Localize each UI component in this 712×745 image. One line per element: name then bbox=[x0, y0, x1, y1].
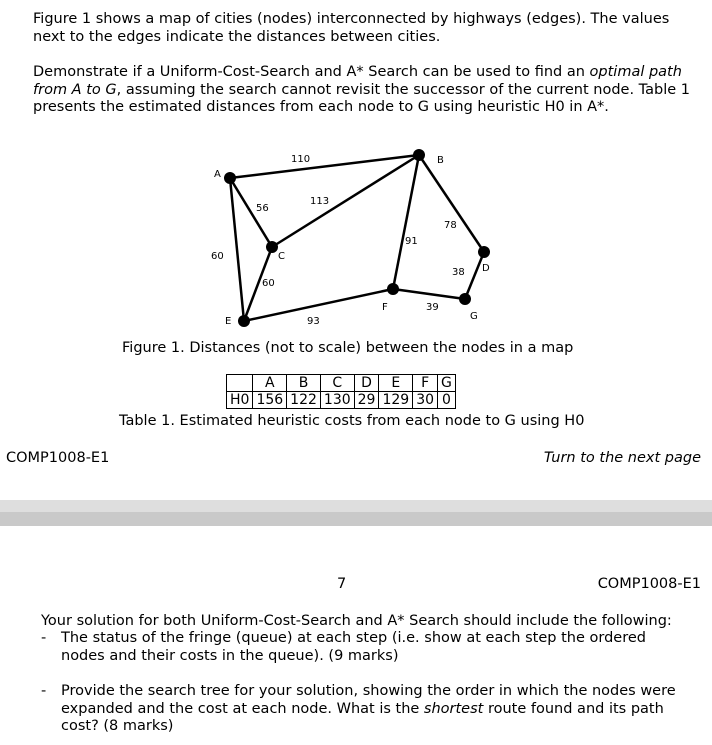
heuristic-value-cell: 130 bbox=[320, 392, 354, 409]
node-e bbox=[238, 315, 250, 327]
node-label-c: C bbox=[278, 251, 285, 262]
edge-label-d-g: 38 bbox=[452, 267, 465, 278]
page-number: 7 bbox=[337, 576, 347, 592]
edge-label-b-d: 78 bbox=[444, 220, 457, 231]
heuristic-value-cell: 129 bbox=[379, 392, 413, 409]
list-dash: - bbox=[41, 630, 47, 646]
edge-label-b-f: 91 bbox=[405, 236, 418, 247]
requirement-text-end: route found and its path cost? (8 marks) bbox=[61, 700, 664, 734]
requirement-item-search-tree bbox=[41, 683, 691, 736]
edge-d-g bbox=[465, 252, 484, 299]
edge-label-a-b: 110 bbox=[291, 154, 311, 165]
node-label-e: E bbox=[225, 316, 232, 327]
figure-caption: Figure 1. Distances (not to scale) between the nodes in a map bbox=[122, 340, 574, 356]
page-break-shadow bbox=[0, 512, 712, 526]
page2-course-code: COMP1008-E1 bbox=[597, 576, 701, 592]
table-caption: Table 1. Estimated heuristic costs from each node to G using H0 bbox=[119, 413, 585, 429]
node-c bbox=[266, 241, 278, 253]
heuristic-value-cell: 122 bbox=[287, 392, 321, 409]
node-f bbox=[387, 283, 399, 295]
intro-p2-start: Demonstrate if a Uniform-Cost-Search and A* Search can be used to find an bbox=[33, 64, 590, 80]
edge-label-c-b: 113 bbox=[310, 196, 330, 207]
requirement-text: The status of the fringe (queue) at each step (i.e. show at each step the ordered nodes and their costs in the queue). (9 marks) bbox=[61, 630, 646, 664]
node-g bbox=[459, 293, 471, 305]
node-label-f: F bbox=[382, 302, 388, 313]
page2-instructions: Your solution for both Uniform-Cost-Search and A* Search should include the following: bbox=[41, 613, 672, 629]
node-label-g: G bbox=[470, 311, 478, 322]
edge-b-f bbox=[393, 155, 419, 289]
heuristic-header-cell: B bbox=[287, 375, 321, 392]
intro-paragraph-1: Figure 1 shows a map of cities (nodes) interconnected by highways (edges). The values next to the edges indicate the distances between cities. bbox=[33, 11, 670, 45]
heuristic-value-row bbox=[227, 392, 456, 409]
edge-c-b bbox=[272, 155, 419, 247]
intro-p2-end: , assuming the search cannot revisit the successor of the current node. Table 1 presents the estimated distances from each node to G using heuristic H0 in A*. bbox=[33, 81, 691, 115]
intro-p2-emphasis: optimal path from A to G bbox=[33, 64, 682, 98]
graph-edges bbox=[230, 155, 484, 321]
edge-label-e-f: 93 bbox=[307, 316, 320, 327]
node-a bbox=[224, 172, 236, 184]
node-b bbox=[413, 149, 425, 161]
edge-b-d bbox=[419, 155, 484, 252]
node-d bbox=[478, 246, 490, 258]
heuristic-header-cell: D bbox=[354, 375, 379, 392]
heuristic-value-cell: 156 bbox=[253, 392, 287, 409]
heuristic-corner-cell bbox=[227, 375, 253, 392]
node-label-b: B bbox=[437, 155, 444, 166]
edge-label-c-e: 60 bbox=[262, 278, 275, 289]
requirement-item-fringe bbox=[41, 630, 691, 665]
heuristic-table bbox=[226, 374, 456, 409]
node-label-a: A bbox=[214, 169, 221, 180]
heuristic-row-label: H0 bbox=[227, 392, 253, 409]
graph-nodes bbox=[224, 149, 490, 327]
footer-course-code: COMP1008-E1 bbox=[6, 450, 110, 466]
city-map-graph bbox=[0, 140, 712, 340]
heuristic-value-cell: 30 bbox=[413, 392, 438, 409]
heuristic-header-cell: C bbox=[320, 375, 354, 392]
intro-paragraph-2 bbox=[33, 64, 703, 117]
heuristic-header-cell: F bbox=[413, 375, 438, 392]
heuristic-header-cell: A bbox=[253, 375, 287, 392]
edge-label-f-g: 39 bbox=[426, 302, 439, 313]
heuristic-value-cell: 29 bbox=[354, 392, 379, 409]
requirements-list bbox=[41, 630, 691, 736]
footer-turn-page-note: Turn to the next page bbox=[543, 450, 701, 466]
heuristic-value-cell: 0 bbox=[438, 392, 456, 409]
edge-a-b bbox=[230, 155, 419, 178]
heuristic-header-cell: G bbox=[438, 375, 456, 392]
edge-label-a-c: 56 bbox=[256, 203, 269, 214]
requirement-emphasis: shortest bbox=[423, 700, 484, 717]
edge-label-a-e: 60 bbox=[211, 251, 224, 262]
edge-f-g bbox=[393, 289, 465, 299]
node-label-d: D bbox=[482, 263, 490, 274]
list-dash: - bbox=[41, 683, 47, 699]
requirement-text-start: Provide the search tree for your solution, showing the order in which the nodes were expanded and the cost at each node. What is the bbox=[61, 683, 676, 717]
heuristic-header-cell: E bbox=[379, 375, 413, 392]
heuristic-header-row bbox=[227, 375, 456, 392]
